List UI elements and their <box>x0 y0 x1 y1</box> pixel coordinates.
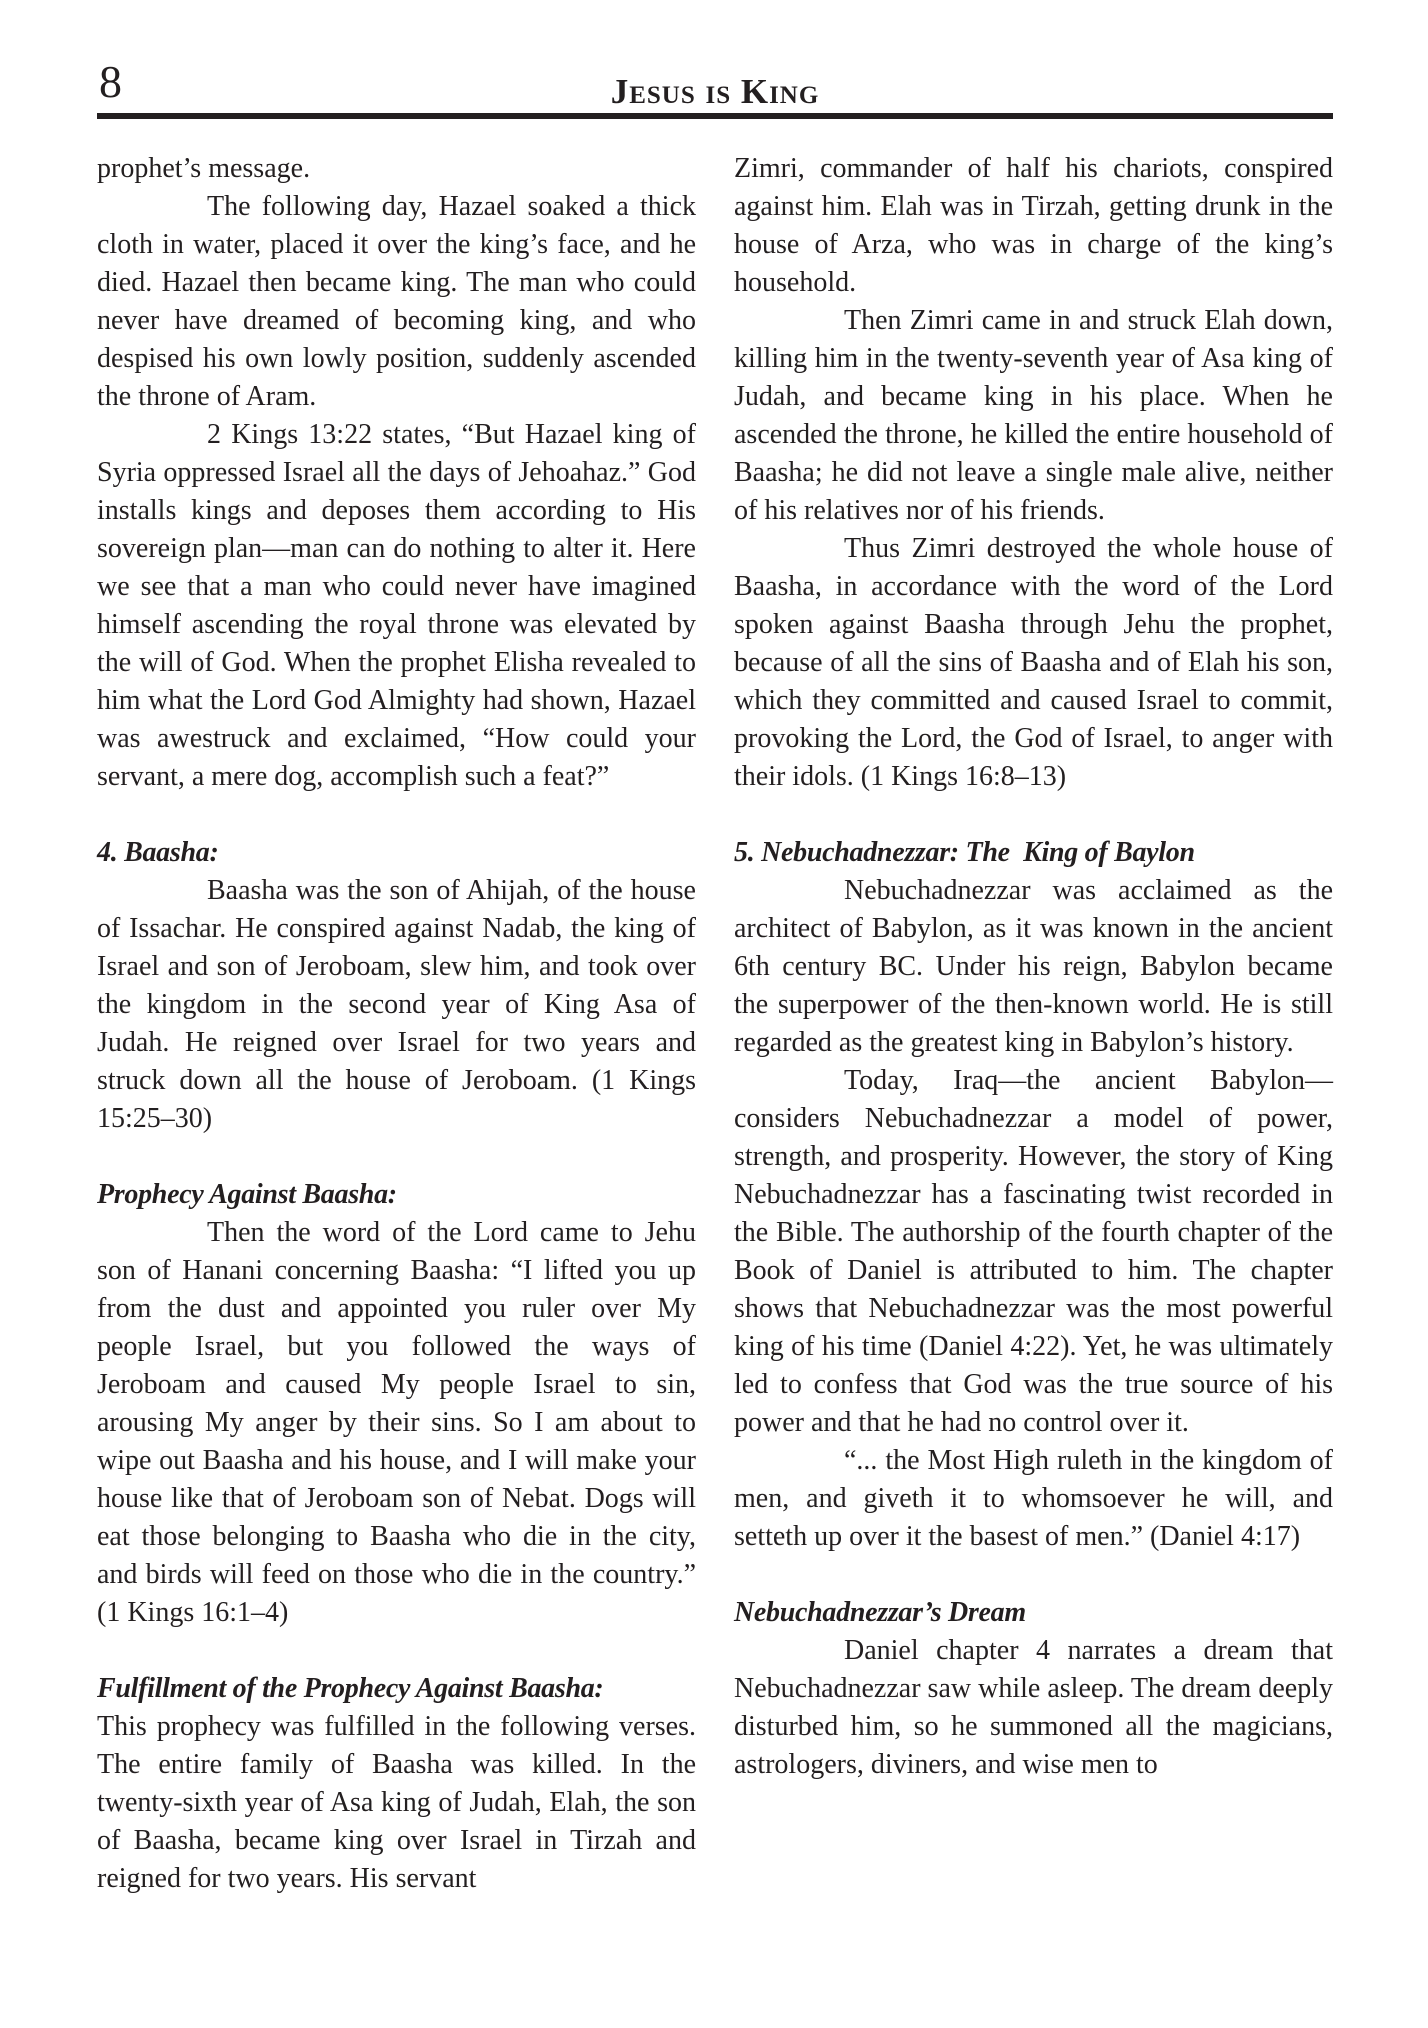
body-paragraph: Nebuchadnezzar was acclaimed as the architect of Babylon, as it was known in the ancient 6th century BC. Under his reign, Babylon became the superpower of the then-known world. He is still regarded as the greatest king in Babylon’s history. <box>734 875 1333 1058</box>
body-paragraph: Then the word of the Lord came to Jehu son of Hanani concerning Baasha: “I lifted you up from the dust and appointed you ruler over My people Israel, but you followed the ways of Jeroboam and caused My people Israel to sin, arousing My anger by their sins. So I am about to wipe out Baasha and his house, and I will make your house like that of Jeroboam son of Nebat. Dogs will eat those belonging to Baasha who die in the city, and birds will feed on those who die in the country.” (1 Kings 16:1–4) <box>97 1217 696 1628</box>
page-title: Jesus is King <box>610 72 820 111</box>
left-column <box>97 150 696 1898</box>
body-paragraph: Thus Zimri destroyed the whole house of Baasha, in accordance with the word of the Lord spoken against Baasha through Jehu the prophet, because of all the sins of Baasha and of Elah his son, which they committed and caused Israel to commit, provoking the Lord, the God of Israel, to anger with their idols. (1 Kings 16:8–13) <box>734 533 1333 792</box>
text-columns <box>97 119 1333 1898</box>
body-paragraph: Today, Iraq—the ancient Babylon—considers Nebuchadnezzar a model of power, strength, and prosperity. However, the story of King Nebuchadnezzar has a fascinating twist recorded in the Bible. The authorship of the fourth chapter of the Book of Daniel is attributed to him. The chapter shows that Nebuchadnezzar was the most powerful king of his time (Daniel 4:22). Yet, he was ultimately led to confess that God was the true source of his power and that he had no control over it. <box>734 1065 1333 1438</box>
section-heading: 5. Nebuchadnezzar: The King of Baylon <box>734 837 1195 868</box>
body-paragraph: prophet’s message. <box>97 153 311 184</box>
body-paragraph: Then Zimri came in and struck Elah down, killing him in the twenty-seventh year of Asa king of Judah, and became king in his place. When he ascended the throne, he killed the entire household of Baasha; he did not leave a single male alive, neither of his relatives nor of his friends. <box>734 305 1333 526</box>
page-header <box>97 0 1333 119</box>
section-heading: Nebuchadnezzar’s Dream <box>734 1597 1026 1628</box>
body-paragraph: “... the Most High ruleth in the kingdom of men, and giveth it to whomsoever he will, and setteth up over it the basest of men.” (Daniel 4:17) <box>734 1445 1333 1552</box>
body-paragraph: Zimri, commander of half his chariots, conspired against him. Elah was in Tirzah, getting drunk in the house of Arza, who was in charge of the king’s household. <box>734 153 1333 298</box>
section-heading: Fulfillment of the Prophecy Against Baasha: <box>97 1673 604 1704</box>
body-paragraph: 2 Kings 13:22 states, “But Hazael king of Syria oppressed Israel all the days of Jehoahaz.” God installs kings and deposes them according to His sovereign plan—man can do nothing to alter it. Here we see that a man who could never have imagined himself ascending the royal throne was elevated by the will of God. When the prophet Elisha revealed to him what the Lord God Almighty had shown, Hazael was awestruck and exclaimed, “How could your servant, a mere dog, accomplish such a feat?” <box>97 419 696 792</box>
body-paragraph: Daniel chapter 4 narrates a dream that Nebuchadnezzar saw while asleep. The dream deeply disturbed him, so he summoned all the magicians, astrologers, diviners, and wise men to <box>734 1635 1333 1780</box>
page-number: 8 <box>99 56 122 107</box>
body-paragraph: This prophecy was fulfilled in the following verses. The entire family of Baasha was killed. In the twenty-sixth year of Asa king of Judah, Elah, the son of Baasha, became king over Israel in Tirzah and reigned for two years. His servant <box>97 1711 696 1894</box>
body-paragraph: The following day, Hazael soaked a thick cloth in water, placed it over the king’s face, and he died. Hazael then became king. The man who could never have dreamed of becoming king, and who despised his own lowly position, suddenly ascended the throne of Aram. <box>97 191 696 412</box>
right-column <box>734 150 1333 1898</box>
section-heading: Prophecy Against Baasha: <box>97 1179 397 1210</box>
body-paragraph: Baasha was the son of Ahijah, of the house of Issachar. He conspired against Nadab, the king of Israel and son of Jeroboam, slew him, and took over the kingdom in the second year of King Asa of Judah. He reigned over Israel for two years and struck down all the house of Jeroboam. (1 Kings 15:25–30) <box>97 875 696 1134</box>
section-heading: 4. Baasha: <box>97 837 219 868</box>
